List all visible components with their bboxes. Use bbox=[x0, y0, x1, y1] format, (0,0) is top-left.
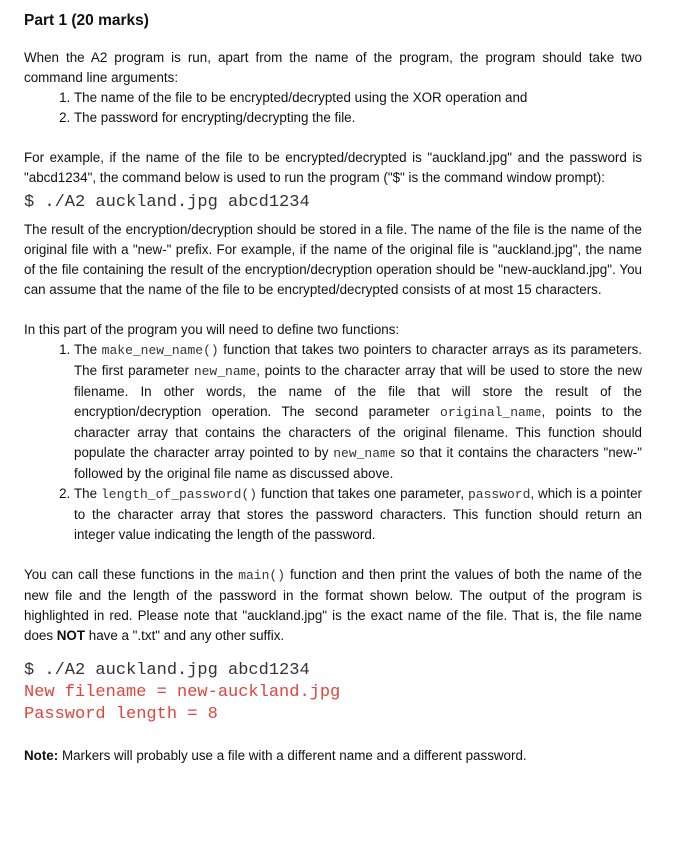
func1-text-3: , points to the character array that will be used to store the new filename. In other words, the name of the file that will store the result of the encryption/decryption operation. The second parameter bbox=[74, 363, 642, 419]
func1-code-new-name-2: new_name bbox=[333, 446, 396, 461]
func1-code-original-name: original_name bbox=[440, 405, 542, 420]
argument-item-1: 1. The name of the file to be encrypted/decrypted using the XOR operation and bbox=[74, 88, 642, 108]
argument-item-2: 2. The password for encrypting/decrypting the file. bbox=[74, 108, 642, 128]
output-password-length: Password length = 8 bbox=[24, 705, 218, 724]
note-label: Note: bbox=[24, 748, 59, 763]
function-item-make-new-name bbox=[74, 340, 642, 484]
main-code: main() bbox=[238, 568, 286, 583]
arguments-list bbox=[24, 88, 642, 128]
function-item-length-of-password bbox=[74, 484, 642, 545]
func1-code-new-name: new_name bbox=[193, 364, 257, 379]
func2-text-2: function that takes one parameter, bbox=[257, 486, 468, 501]
main-paragraph bbox=[24, 565, 642, 646]
func2-text-1: The bbox=[74, 486, 101, 501]
main-text-3: have a ".txt" and any other suffix. bbox=[85, 628, 285, 643]
func2-code-length-of-password: length_of_password() bbox=[100, 487, 258, 502]
section-heading: Part 1 (20 marks) bbox=[24, 12, 149, 29]
example-paragraph: For example, if the name of the file to be encrypted/decrypted is "auckland.jpg" and the password is "abcd1234", the command below is used to run the program ("$" is the command window prompt): bbox=[24, 150, 642, 185]
func2-code-password: password bbox=[467, 487, 531, 502]
run-command: $ ./A2 auckland.jpg abcd1234 bbox=[24, 193, 310, 212]
func1-text-4: , points to the character array that contains the characters of the original filename. This function should populate the character array pointed to by bbox=[74, 404, 642, 460]
output-new-filename: New filename = new-auckland.jpg bbox=[24, 683, 341, 702]
document-page bbox=[24, 8, 642, 766]
func1-text-1: The bbox=[74, 342, 102, 357]
main-text-2: function and then print the values of both the name of the new file and the length of the password in the format shown below. The output of the program is highlighted in red. Please note that "auckland.jpg" is the exact name of the file. That is, the file name does bbox=[24, 567, 642, 643]
functions-intro: In this part of the program you will need to define two functions: bbox=[24, 322, 400, 337]
main-bold-not: NOT bbox=[56, 628, 86, 643]
result-paragraph: The result of the encryption/decryption should be stored in a file. The name of the file is the name of the original file with a "new-" prefix. For example, if the name of the original file is "auckland.jpg", the name of the file containing the result of the encryption/decryption operation should be "new-auckland.jpg". You can assume that the name of the file to be encrypted/decrypted consists of at most 15 characters. bbox=[24, 222, 642, 297]
func1-text-5: so that it contains the characters "new-" followed by the original file name as discussed above. bbox=[74, 445, 642, 481]
note-text: Markers will probably use a file with a different name and a different password. bbox=[58, 748, 527, 763]
func1-code-make-new-name: make_new_name() bbox=[101, 343, 219, 358]
intro-paragraph: When the A2 program is run, apart from the name of the program, the program should take two command line arguments: bbox=[24, 50, 642, 85]
output-command: $ ./A2 auckland.jpg abcd1234 bbox=[24, 661, 310, 680]
main-text-1: You can call these functions in the bbox=[24, 567, 239, 582]
functions-list bbox=[24, 340, 642, 545]
func1-text-2: function that takes two pointers to character arrays as its parameters. The first parameter bbox=[74, 342, 643, 378]
note-paragraph bbox=[24, 746, 642, 766]
func2-text-3: , which is a pointer to the character array that stores the password characters. This function should return an integer value indicating the length of the password. bbox=[74, 486, 643, 542]
